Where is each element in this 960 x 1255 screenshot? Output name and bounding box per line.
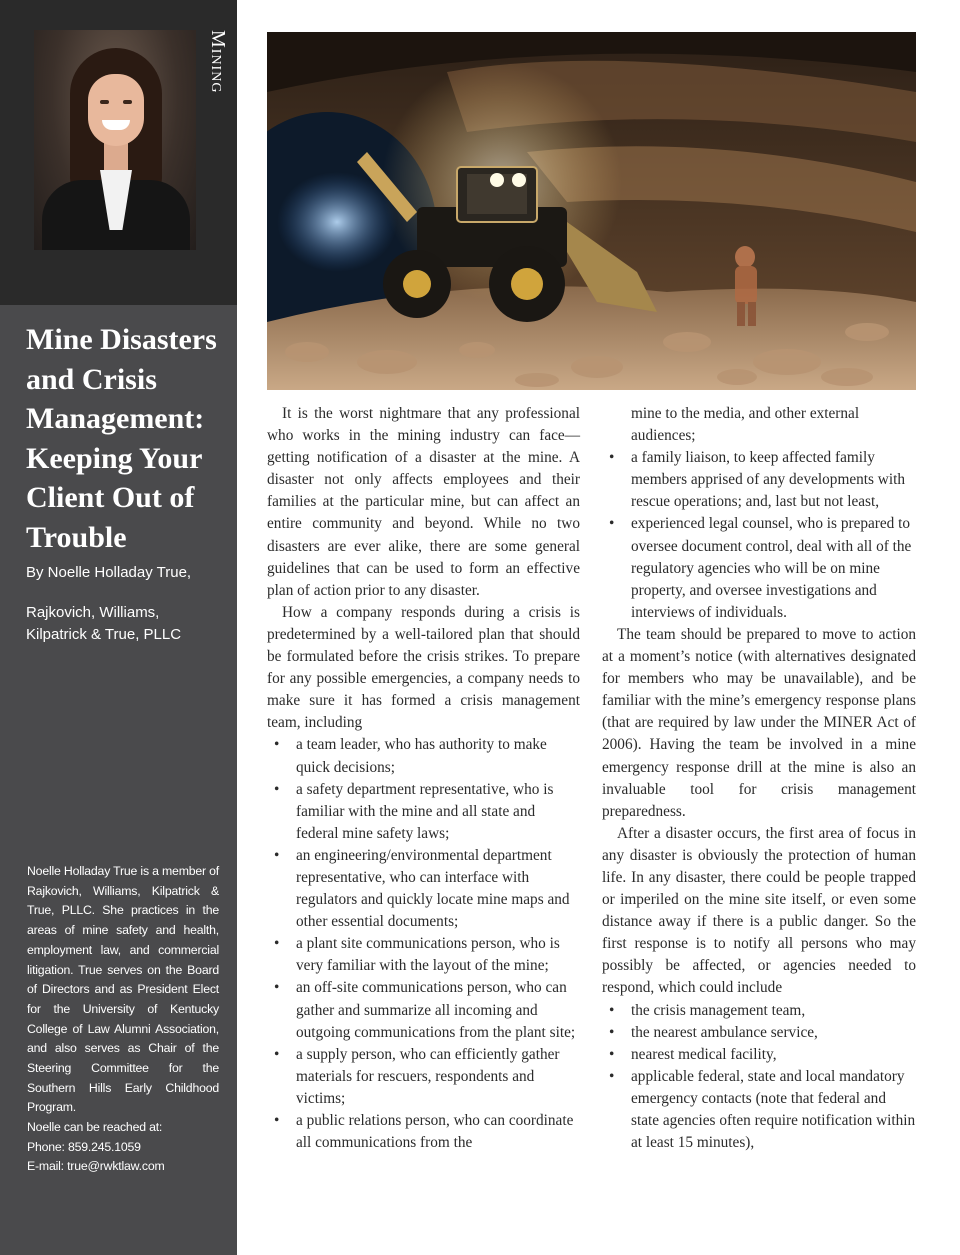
list-item: • a public relations person, who can coordinate all communications from the xyxy=(274,1112,574,1152)
contact-intro: Noelle can be reached at: xyxy=(27,1120,163,1134)
paragraph: How a company responds during a crisis is predetermined by a well-tailored plan that should be formulated before the crisis strikes. To prepare for any possible emergencies, a company needs to make sure it has formed a crisis management team, including xyxy=(267,603,580,732)
title-line: and Crisis xyxy=(26,362,157,396)
list-item: • nearest medical facility, xyxy=(609,1045,777,1063)
article-column-left xyxy=(267,403,580,1154)
byline-firm-line: Rajkovich, Williams, xyxy=(26,604,160,621)
list-item: • a safety department representative, who is familiar with the mine and all state and federal mine safety laws; xyxy=(274,780,554,842)
list-item: • the crisis management team, xyxy=(609,1001,806,1019)
title-line: Keeping Your xyxy=(26,441,203,475)
list-item-continuation: mine to the media, and other external audiences; xyxy=(631,405,860,445)
paragraph: The team should be prepared to move to action at a moment’s notice (with alternatives designated for members who may be unavailable), and be familiar with the mine’s emergency response plans (that are required by law under the MINER Act of 2006). Having the team be involved in a mine emergency response drill at the mine is also an invaluable tool for crisis management preparedness. xyxy=(602,625,916,820)
mine-photo xyxy=(267,32,916,390)
list-item: • a plant site communications person, who is very familiar with the layout of the mine; xyxy=(274,935,560,975)
list-item: • a team leader, who has authority to make quick decisions; xyxy=(274,736,547,776)
title-line: Management: xyxy=(26,402,205,435)
notification-list xyxy=(602,1000,916,1155)
list-item: • an engineering/environmental department representative, who can interface with regulators and quickly locate mine maps and other essential documents; xyxy=(274,846,570,931)
contact-phone: Phone: 859.245.1059 xyxy=(27,1139,141,1154)
list-item: • applicable federal, state and local mandatory emergency contacts (note that federal and state agencies often require notification within at least 15 minutes), xyxy=(609,1067,916,1152)
author-portrait xyxy=(34,30,196,250)
byline-firm xyxy=(26,602,231,646)
byline: By Noelle Holladay True, xyxy=(26,564,192,581)
paragraph: After a disaster occurs, the first area of focus in any disaster is obviously the protection of human life. In any disaster, there could be people trapped or imperiled on the mine site itself, or even some distance away if there is a public danger. So the first response is to notify all persons who may possibly be affected, or agencies needed to respond, which could include xyxy=(602,824,916,997)
article-column-right xyxy=(602,403,916,1154)
list-item: • a family liaison, to keep affected family members apprised of any developments with rescue operations; and, last but not least, xyxy=(609,449,905,511)
author-bio: Noelle Holladay True is a member of Rajkovich, Williams, Kilpatrick & True, PLLC. She practices in the areas of mine safety and health, employment law, and commercial litigation. True serves on the Board of Directors and as President Elect for the University of Kentucky College of Law Alumni Association, and also serves as Chair of the Steering Committee for the Southern Hills Early Childhood Program. xyxy=(27,864,219,1115)
paragraph: It is the worst nightmare that any professional who works in the mining industry can face—getting notification of a disaster at the mine. A disaster not only affects employees and their families at the particular mine, but can affect an entire community and beyond. While no two disasters are ever alike, there are some general guidelines that can be used to form an effective plan of action prior to any disaster. xyxy=(267,405,580,599)
author-contact xyxy=(27,1118,227,1177)
title-line: Trouble xyxy=(26,520,127,554)
article-title xyxy=(26,320,231,557)
list-item: • the nearest ambulance service, xyxy=(609,1023,818,1041)
title-line: Mine Disasters xyxy=(26,323,217,356)
contact-email[interactable]: E-mail: true@rwktlaw.com xyxy=(27,1159,165,1174)
list-item: • a supply person, who can efficiently gather materials for rescuers, respondents and victims; xyxy=(274,1045,560,1107)
team-roles-list-continued xyxy=(602,447,916,624)
section-label: Mining xyxy=(207,30,229,94)
list-item: • an off-site communications person, who can gather and summarize all incoming and outgoing communications from the plant site; xyxy=(274,979,576,1041)
title-line: Client Out of xyxy=(26,481,195,514)
team-roles-list xyxy=(267,734,580,1154)
list-item: • experienced legal counsel, who is prepared to oversee document control, deal with all of the regulatory agencies who will be on mine property, and oversee investigations and interviews of individuals. xyxy=(609,515,912,621)
byline-firm-line: Kilpatrick & True, PLLC xyxy=(26,626,182,643)
